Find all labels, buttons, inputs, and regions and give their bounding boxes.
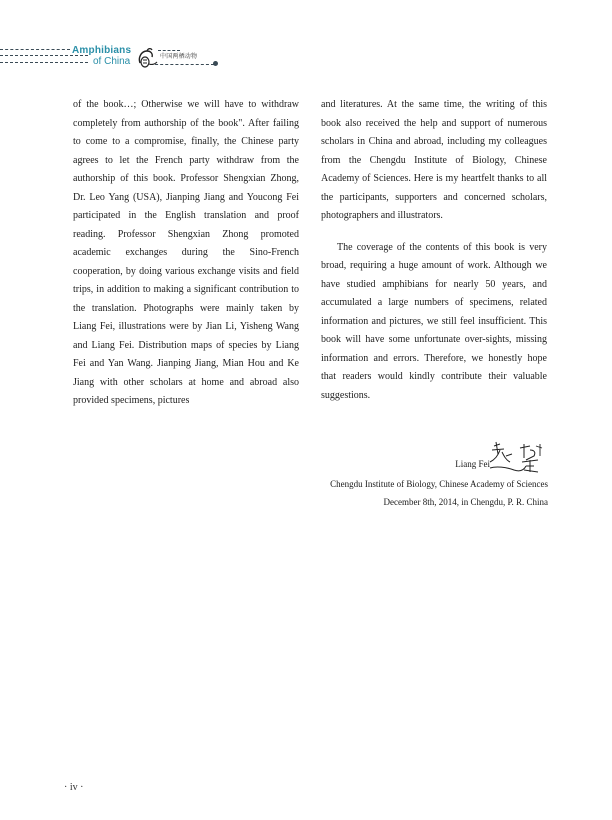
page-number: · iv · xyxy=(64,782,84,793)
signature-block xyxy=(300,440,548,520)
right-column xyxy=(321,96,547,405)
body-paragraph: and literatures. At the same time, the writing of this book also received the help and support of numerous scholars in China and abroad, including my colleagues from the Chengdu Institute of Biology, Chinese Academy of Sciences. Here is my heartfelt thanks to all the participants, supporters and concerned scholars, photographers and illustrators. xyxy=(321,99,547,221)
left-column xyxy=(73,96,299,411)
header-rule xyxy=(0,49,70,50)
author-name: Liang Fei xyxy=(455,459,490,469)
book-title-chinese: 中国两栖动物 xyxy=(160,53,198,60)
header-rule xyxy=(0,62,88,63)
book-title: Amphibians xyxy=(72,45,132,56)
book-title-suffix: of China xyxy=(93,56,131,67)
running-header xyxy=(0,40,240,74)
frog-logo-icon xyxy=(136,46,160,70)
body-paragraph: The coverage of the contents of this book is very broad, requiring a huge amount of work. Although we have studied amphibians for nearly 50 years, and accumulated a large numbers of specimens, related information and pictures, we still feel insufficient. This book will have some unfortunate over-sights, missing information and errors. Therefore, we honestly hope that readers would kindly contribute their valuable suggestions. xyxy=(321,241,547,401)
header-rule-end-dot xyxy=(213,61,218,66)
author-affiliation: Chengdu Institute of Biology, Chinese Academy of Sciences xyxy=(330,479,548,489)
signature-date: December 8th, 2014, in Chengdu, P. R. China xyxy=(383,497,548,507)
body-paragraph: of the book…; Otherwise we will have to withdraw completely from authorship of the book". After failing to come to a compromise, finally, the Chinese party agrees to let the French party withdraw from the authorship of this book. Professor Shengxian Zhong, Dr. Leo Yang (USA), Jianping Jiang and Youcong Fei participated in the English translation and proof reading. Professor Shengxian Zhong promoted academic exchanges during the Sino-French cooperation, by doing various exchange visits and field trips, in addition to making a significant contribution to the translation. Photographs were mainly taken by Liang Fei, illustrations were by Jian Li, Yisheng Wang and Liang Fei. Distribution maps of species by Liang Fei and Yan Wang. Jianping Jiang, Mian Hou and Ke Jiang with other scholars at home and abroad also provided specimens, pictures xyxy=(73,99,299,406)
handwritten-signature-icon xyxy=(486,440,548,476)
